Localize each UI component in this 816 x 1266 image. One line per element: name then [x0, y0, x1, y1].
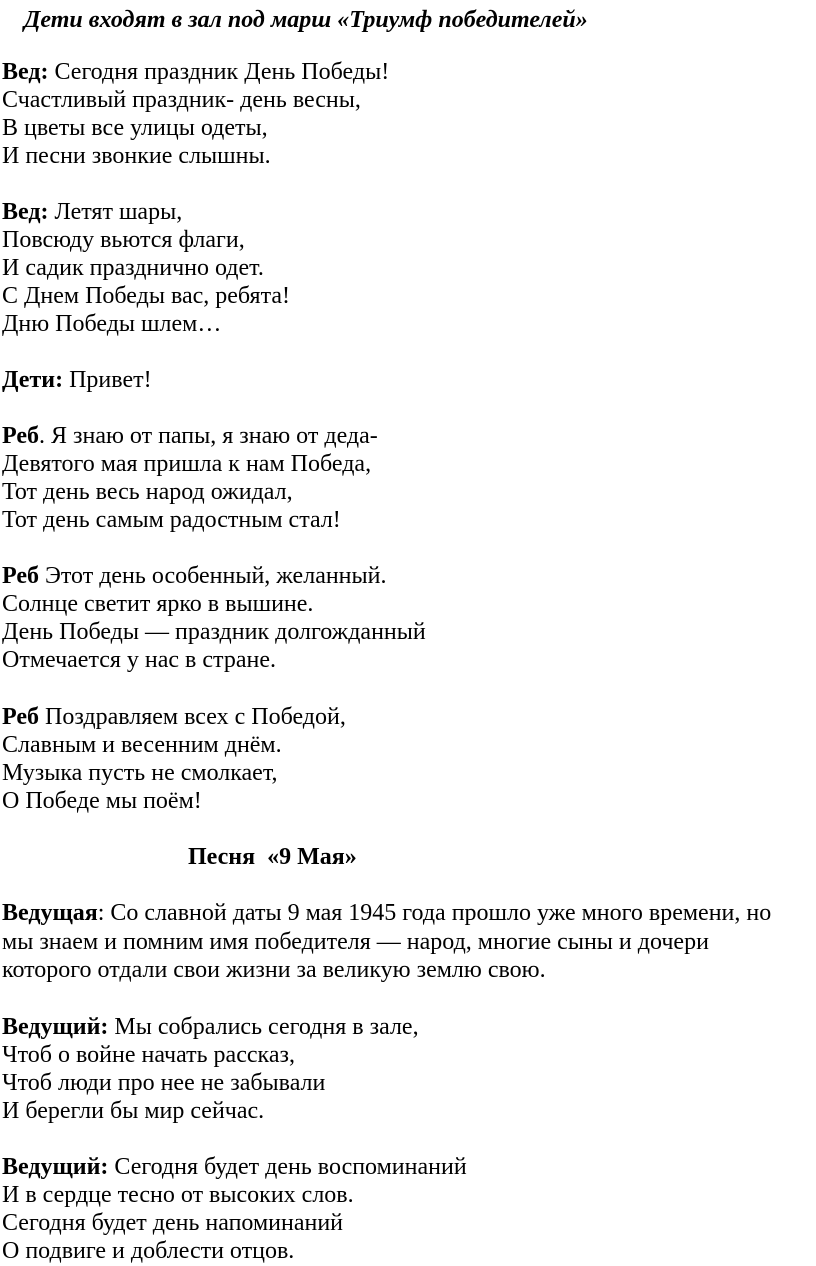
document-title: Дети входят в зал под марш «Триумф победителей»: [24, 7, 588, 33]
verse-text: Привет!: [63, 367, 152, 393]
verse-line: И песни звонкие слышны.: [2, 143, 271, 169]
verse-line: Тот день весь народ ожидал,: [2, 479, 293, 505]
verse-line: Счастливый праздник- день весны,: [2, 87, 361, 113]
verse-line: И берегли бы мир сейчас.: [2, 1098, 265, 1124]
verse-line: [2, 58, 389, 86]
verse-line: Музыка пусть не смолкает,: [2, 760, 278, 786]
song-heading: Песня «9 Мая»: [188, 844, 357, 870]
verse-line: Дню Победы шлем…: [2, 311, 222, 337]
verse-text: . Я знаю от папы, я знаю от деда-: [39, 423, 378, 449]
verse-line: [2, 366, 152, 394]
verse-line: День Победы — праздник долгожданный: [2, 619, 426, 645]
verse-line: [2, 703, 346, 731]
verse-line: [2, 198, 182, 226]
speaker-label: Дети:: [2, 367, 64, 393]
verse-line: В цветы все улицы одеты,: [2, 115, 268, 141]
verse-line: С Днем Победы вас, ребята!: [2, 283, 291, 309]
verse-line: [2, 1153, 467, 1181]
verse-line: Сегодня будет день напоминаний: [2, 1210, 344, 1236]
speaker-label: Вед:: [2, 59, 49, 85]
verse-line: Повсюду вьются флаги,: [2, 227, 245, 253]
prose-paragraph: [2, 899, 802, 985]
verse-line: Чтоб о войне начать рассказ,: [2, 1042, 295, 1068]
speaker-label: Реб: [2, 563, 39, 589]
verse-line: Чтоб люди про нее не забывали: [2, 1070, 326, 1096]
speaker-label: Ведущий:: [2, 1154, 109, 1180]
verse-line: И садик празднично одет.: [2, 255, 264, 281]
verse-text: Мы собрались сегодня в зале,: [108, 1014, 419, 1040]
verse-line: Отмечается у нас в стране.: [2, 647, 276, 673]
verse-text: Летят шары,: [48, 199, 183, 225]
verse-line: Девятого мая пришла к нам Победа,: [2, 451, 372, 477]
speaker-label: Вед:: [2, 199, 49, 225]
verse-line: [2, 562, 387, 590]
verse-line: И в сердце тесно от высоких слов.: [2, 1182, 354, 1208]
verse-line: [2, 1013, 419, 1041]
speaker-label: Реб: [2, 704, 39, 730]
verse-line: Солнце светит ярко в вышине.: [2, 591, 314, 617]
verse-line: О подвиге и доблести отцов.: [2, 1238, 295, 1264]
verse-line: Славным и весенним днём.: [2, 732, 282, 758]
verse-line: О Победе мы поём!: [2, 788, 202, 814]
speaker-label: Ведущая: [2, 900, 98, 926]
prose-text: : Со славной даты 9 мая 1945 года прошло уже много времени, но мы знаем и помним имя победителя — народ, многие сыны и дочери которого отдали свои жизни за великую землю свою.: [2, 900, 772, 983]
verse-text: Поздравляем всех с Победой,: [39, 704, 346, 730]
speaker-label: Ведущий:: [2, 1014, 109, 1040]
verse-line: Тот день самым радостным стал!: [2, 507, 341, 533]
verse-line: [2, 422, 378, 450]
verse-text: Сегодня праздник День Победы!: [48, 59, 390, 85]
verse-text: Сегодня будет день воспоминаний: [108, 1154, 467, 1180]
speaker-label: Реб: [2, 423, 39, 449]
verse-text: Этот день особенный, желанный.: [39, 563, 387, 589]
